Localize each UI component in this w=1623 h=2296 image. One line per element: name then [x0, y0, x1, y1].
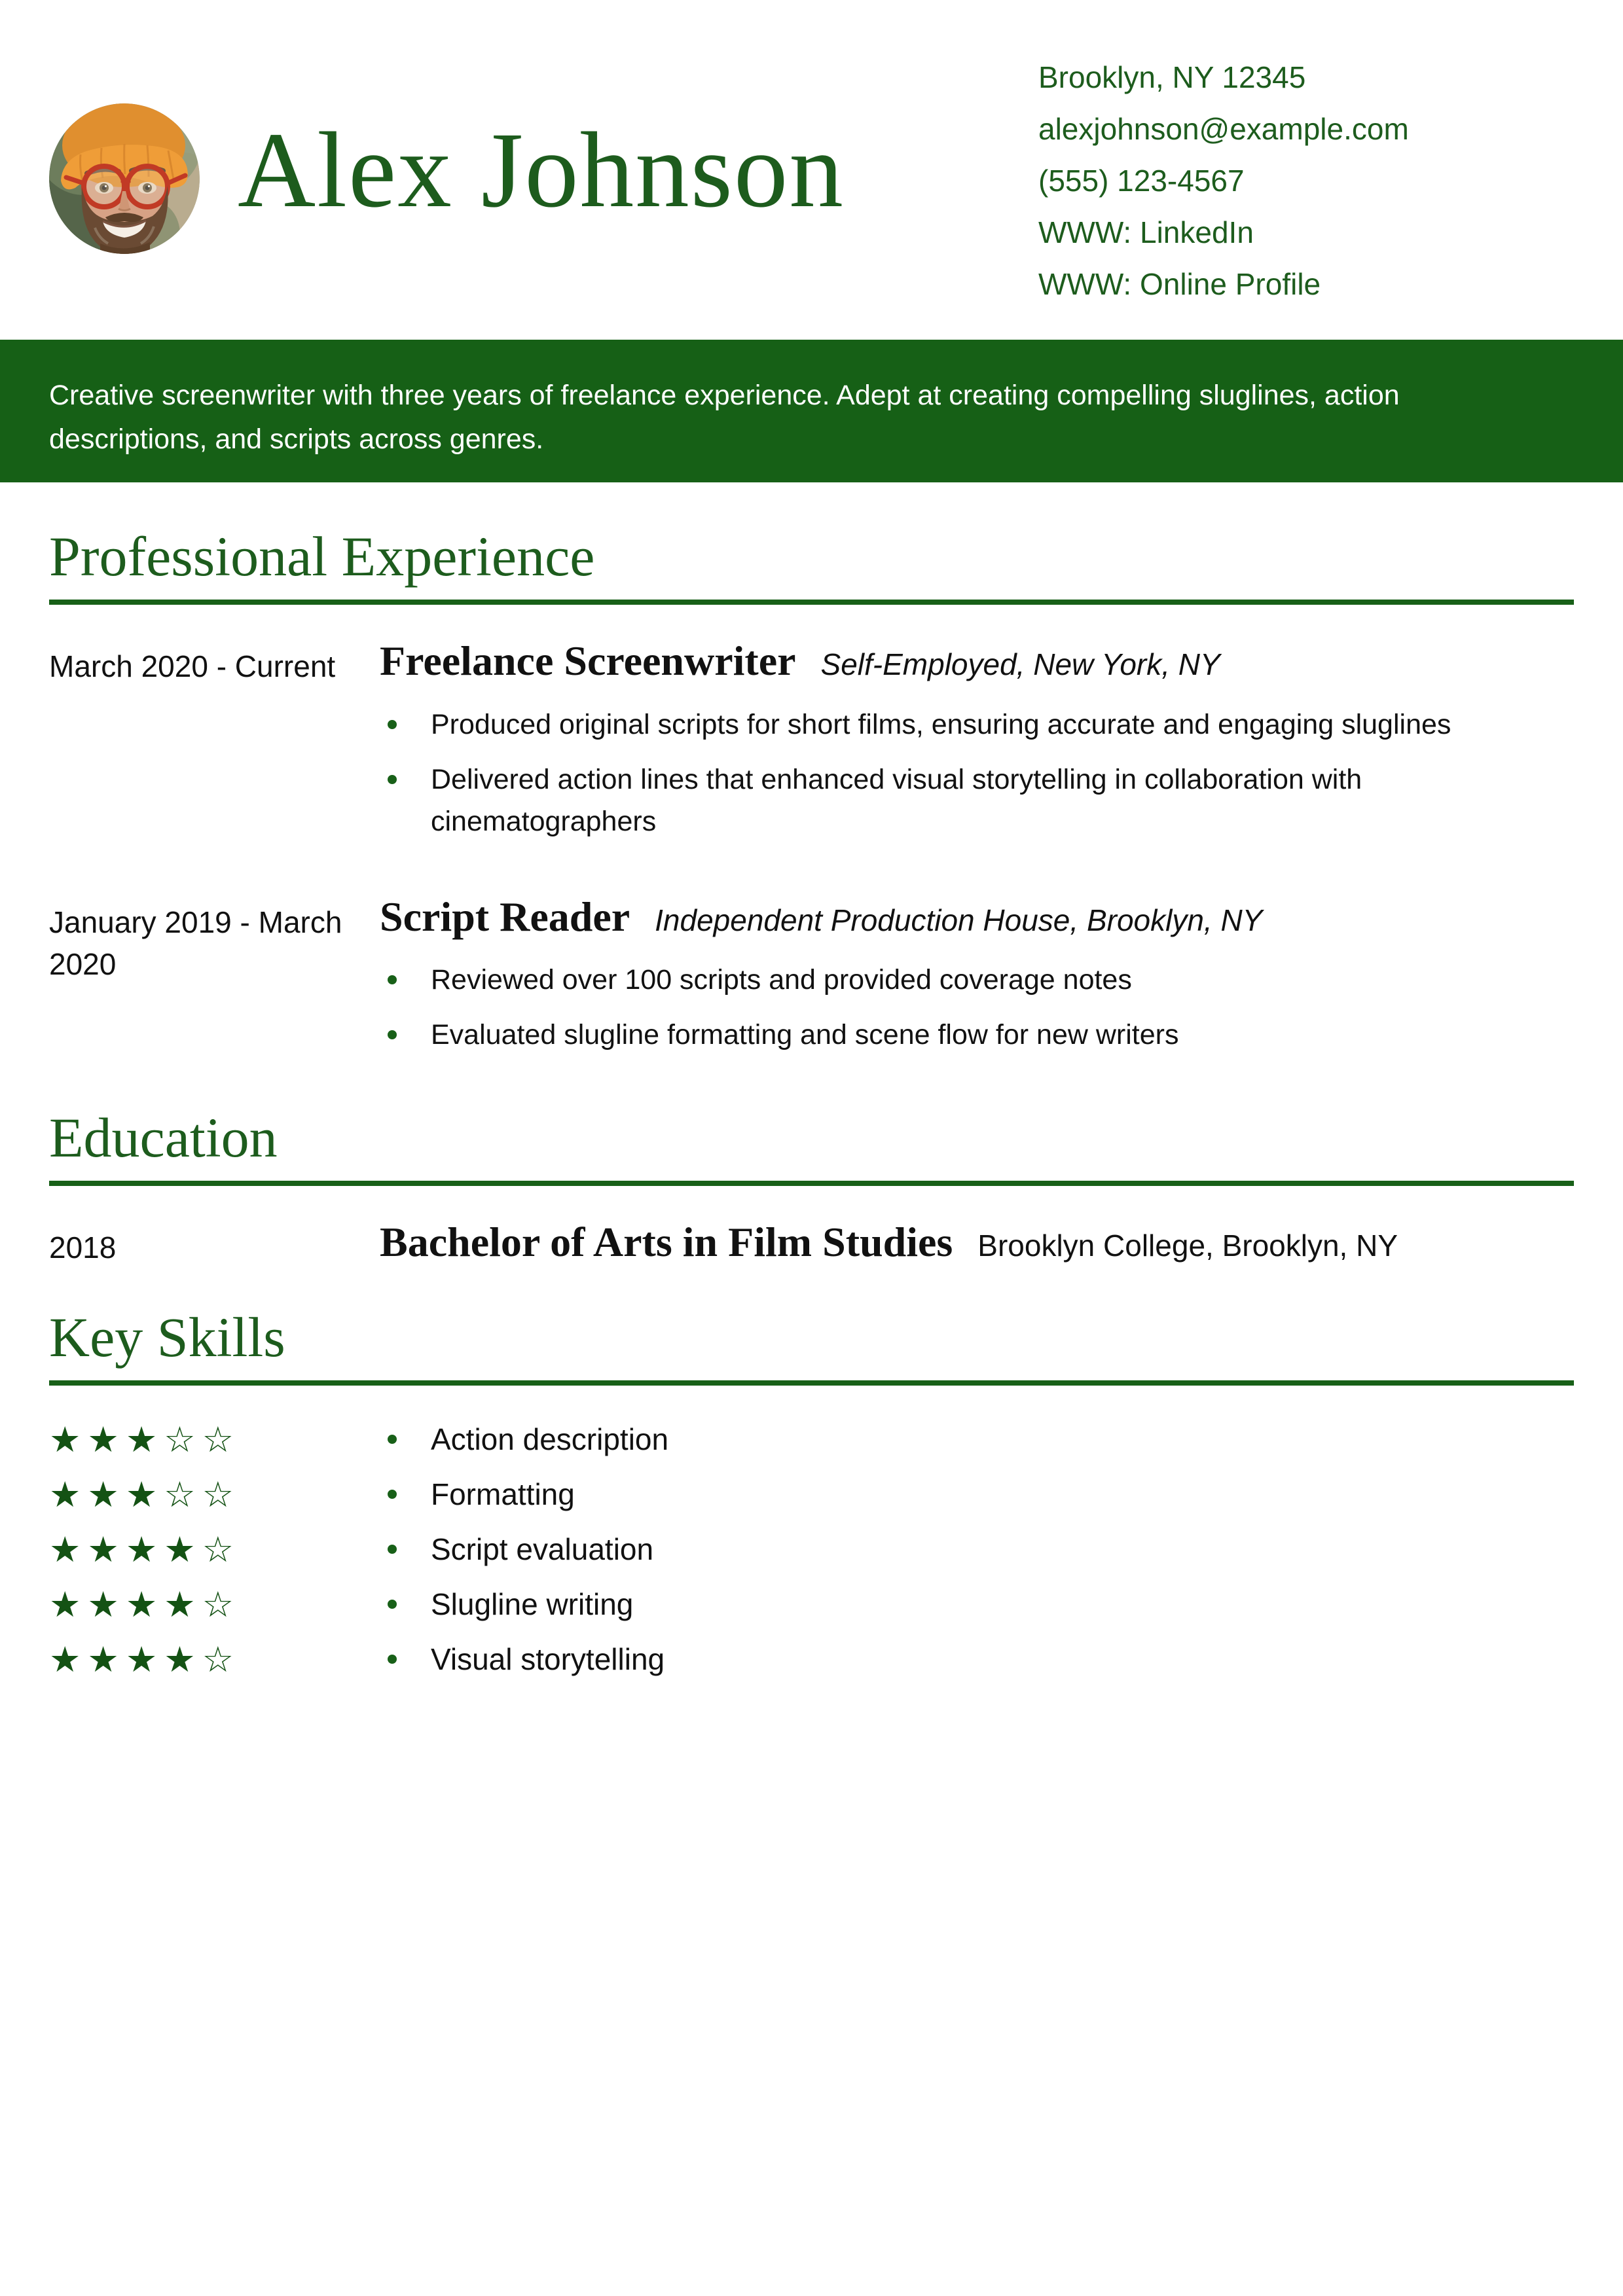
job-title: Script Reader	[380, 893, 630, 940]
job-bullet: Produced original scripts for short films, ensuring accurate and engaging sluglines	[380, 704, 1574, 745]
school-name: Brooklyn College, Brooklyn, NY	[977, 1229, 1398, 1263]
skill-label: Visual storytelling	[431, 1642, 665, 1677]
job-bullet: Delivered action lines that enhanced visual storytelling in collaboration with cinematographers	[380, 759, 1574, 842]
skill-label: Formatting	[431, 1477, 575, 1512]
contact-email[interactable]: alexjohnson@example.com	[1038, 112, 1409, 146]
skill-row	[49, 1632, 1574, 1687]
bullet-dot-icon	[388, 1655, 397, 1664]
summary-banner	[0, 340, 1623, 482]
skill-rating-stars: ★★★☆☆	[49, 1418, 241, 1460]
resume-body	[0, 524, 1623, 1687]
skill-row	[49, 1467, 1574, 1522]
candidate-name: Alex Johnson	[238, 110, 845, 230]
contact-phone: (555) 123-4567	[1038, 164, 1245, 198]
skill-rating-stars: ★★★★☆	[49, 1528, 241, 1570]
summary-line: descriptions, and scripts across genres.	[49, 423, 544, 455]
skill-row	[49, 1412, 1574, 1467]
education-entry	[49, 1217, 1574, 1268]
contact-info	[1038, 52, 1574, 310]
bullet-dot-icon	[388, 775, 397, 784]
job-employer: Self-Employed, New York, NY	[820, 647, 1220, 681]
skills-heading: Key Skills	[49, 1305, 1574, 1386]
education-year: 2018	[49, 1230, 117, 1265]
section-skills	[49, 1305, 1574, 1687]
section-experience	[49, 524, 1574, 1069]
skill-label: Action description	[431, 1422, 669, 1457]
contact-linkedin-link[interactable]: WWW: LinkedIn	[1038, 215, 1254, 249]
degree-title: Bachelor of Arts in Film Studies	[380, 1219, 953, 1266]
job-bullet: Reviewed over 100 scripts and provided coverage notes	[380, 959, 1574, 1001]
education-heading: Education	[49, 1105, 1574, 1186]
skill-rating-stars: ★★★★☆	[49, 1638, 241, 1680]
job-dates: January 2019 - March 2020	[49, 905, 342, 981]
skill-rating-stars: ★★★★☆	[49, 1583, 241, 1625]
bullet-dot-icon	[388, 975, 397, 984]
profile-photo-illustration	[49, 103, 200, 254]
skill-rating-stars: ★★★☆☆	[49, 1473, 241, 1515]
bullet-dot-icon	[388, 1435, 397, 1444]
skill-row	[49, 1577, 1574, 1632]
job-employer: Independent Production House, Brooklyn, NY	[655, 903, 1263, 937]
contact-address: Brooklyn, NY 12345	[1038, 60, 1306, 94]
profile-photo	[49, 103, 200, 254]
job-entry	[49, 636, 1574, 855]
bullet-dot-icon	[388, 1030, 397, 1039]
job-entry	[49, 892, 1574, 1069]
bullet-dot-icon	[388, 1600, 397, 1609]
bullet-dot-icon	[388, 1490, 397, 1499]
experience-heading: Professional Experience	[49, 524, 1574, 605]
skill-row	[49, 1522, 1574, 1577]
contact-online-profile-link[interactable]: WWW: Online Profile	[1038, 267, 1321, 301]
bullet-dot-icon	[388, 720, 397, 729]
job-bullet: Evaluated slugline formatting and scene flow for new writers	[380, 1014, 1574, 1056]
job-dates: March 2020 - Current	[49, 649, 336, 683]
bullet-dot-icon	[388, 1545, 397, 1554]
header	[0, 0, 1623, 340]
summary-line: Creative screenwriter with three years of freelance experience. Adept at creating compelling sluglines, action	[49, 380, 1400, 411]
skill-label: Slugline writing	[431, 1587, 634, 1622]
job-title: Freelance Screenwriter	[380, 637, 796, 684]
skill-label: Script evaluation	[431, 1532, 654, 1567]
section-education	[49, 1105, 1574, 1268]
